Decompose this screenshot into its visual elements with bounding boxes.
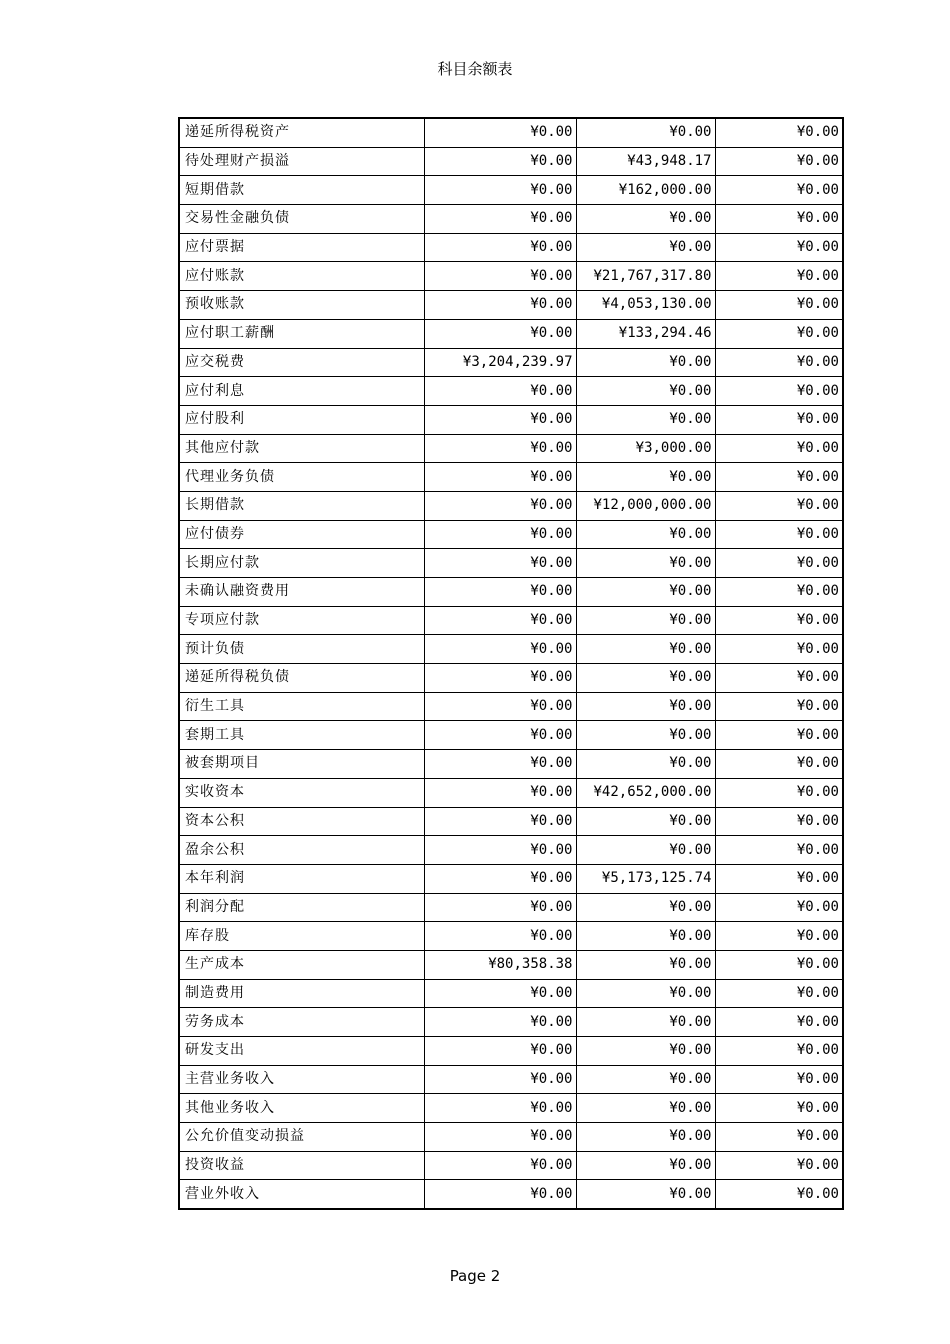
balance-col-3-cell: ¥0.00 bbox=[715, 233, 843, 262]
balance-col-1-cell: ¥0.00 bbox=[424, 778, 576, 807]
balance-col-2-cell: ¥0.00 bbox=[576, 1180, 715, 1209]
table-row bbox=[179, 1151, 843, 1180]
balance-col-3-cell: ¥0.00 bbox=[715, 664, 843, 693]
balance-col-1-cell: ¥0.00 bbox=[424, 1123, 576, 1152]
balance-col-1-cell: ¥0.00 bbox=[424, 893, 576, 922]
balance-col-2-cell: ¥0.00 bbox=[576, 205, 715, 234]
account-name-cell: 利润分配 bbox=[179, 893, 424, 922]
table-row bbox=[179, 922, 843, 951]
table-row bbox=[179, 549, 843, 578]
balance-col-1-cell: ¥0.00 bbox=[424, 463, 576, 492]
account-name-cell: 长期借款 bbox=[179, 491, 424, 520]
balance-col-3-cell: ¥0.00 bbox=[715, 836, 843, 865]
account-name-cell: 专项应付款 bbox=[179, 606, 424, 635]
balance-col-2-cell: ¥0.00 bbox=[576, 922, 715, 951]
account-name-cell: 生产成本 bbox=[179, 950, 424, 979]
balance-col-1-cell: ¥3,204,239.97 bbox=[424, 348, 576, 377]
table-row bbox=[179, 205, 843, 234]
balance-col-2-cell: ¥0.00 bbox=[576, 1065, 715, 1094]
balance-col-1-cell: ¥0.00 bbox=[424, 118, 576, 147]
table-row bbox=[179, 1037, 843, 1066]
balance-col-3-cell: ¥0.00 bbox=[715, 807, 843, 836]
table-row bbox=[179, 118, 843, 147]
account-name-cell: 交易性金融负债 bbox=[179, 205, 424, 234]
account-name-cell: 资本公积 bbox=[179, 807, 424, 836]
table-row bbox=[179, 864, 843, 893]
balance-col-3-cell: ¥0.00 bbox=[715, 1180, 843, 1209]
balance-col-3-cell: ¥0.00 bbox=[715, 778, 843, 807]
balance-col-2-cell: ¥0.00 bbox=[576, 750, 715, 779]
balance-col-3-cell: ¥0.00 bbox=[715, 1065, 843, 1094]
table-row bbox=[179, 463, 843, 492]
balance-col-1-cell: ¥0.00 bbox=[424, 606, 576, 635]
account-name-cell: 预计负债 bbox=[179, 635, 424, 664]
account-name-cell: 其他应付款 bbox=[179, 434, 424, 463]
balance-col-1-cell: ¥0.00 bbox=[424, 291, 576, 320]
balance-col-2-cell: ¥0.00 bbox=[576, 348, 715, 377]
balance-col-3-cell: ¥0.00 bbox=[715, 377, 843, 406]
table-row bbox=[179, 664, 843, 693]
account-name-cell: 套期工具 bbox=[179, 721, 424, 750]
balance-col-1-cell: ¥0.00 bbox=[424, 1065, 576, 1094]
balance-col-3-cell: ¥0.00 bbox=[715, 1123, 843, 1152]
balance-col-2-cell: ¥12,000,000.00 bbox=[576, 491, 715, 520]
account-name-cell: 衍生工具 bbox=[179, 692, 424, 721]
balance-col-1-cell: ¥0.00 bbox=[424, 233, 576, 262]
balance-col-2-cell: ¥4,053,130.00 bbox=[576, 291, 715, 320]
balance-col-1-cell: ¥0.00 bbox=[424, 520, 576, 549]
balance-col-2-cell: ¥0.00 bbox=[576, 377, 715, 406]
account-name-cell: 主营业务收入 bbox=[179, 1065, 424, 1094]
balance-col-3-cell: ¥0.00 bbox=[715, 692, 843, 721]
account-name-cell: 应付利息 bbox=[179, 377, 424, 406]
account-balance-table bbox=[178, 117, 844, 1210]
balance-col-2-cell: ¥0.00 bbox=[576, 118, 715, 147]
balance-col-1-cell: ¥0.00 bbox=[424, 807, 576, 836]
balance-col-3-cell: ¥0.00 bbox=[715, 1008, 843, 1037]
balance-col-1-cell: ¥0.00 bbox=[424, 664, 576, 693]
balance-col-1-cell: ¥0.00 bbox=[424, 491, 576, 520]
balance-col-3-cell: ¥0.00 bbox=[715, 319, 843, 348]
balance-col-1-cell: ¥0.00 bbox=[424, 434, 576, 463]
account-name-cell: 盈余公积 bbox=[179, 836, 424, 865]
account-name-cell: 代理业务负债 bbox=[179, 463, 424, 492]
table-row bbox=[179, 578, 843, 607]
balance-col-3-cell: ¥0.00 bbox=[715, 463, 843, 492]
account-name-cell: 未确认融资费用 bbox=[179, 578, 424, 607]
table-row bbox=[179, 1008, 843, 1037]
table-row bbox=[179, 348, 843, 377]
account-name-cell: 应付职工薪酬 bbox=[179, 319, 424, 348]
account-name-cell: 应付债券 bbox=[179, 520, 424, 549]
balance-col-2-cell: ¥0.00 bbox=[576, 405, 715, 434]
table-row bbox=[179, 291, 843, 320]
table-row bbox=[179, 1123, 843, 1152]
table-row bbox=[179, 606, 843, 635]
balance-col-3-cell: ¥0.00 bbox=[715, 434, 843, 463]
balance-col-3-cell: ¥0.00 bbox=[715, 520, 843, 549]
balance-col-1-cell: ¥0.00 bbox=[424, 836, 576, 865]
balance-col-1-cell: ¥0.00 bbox=[424, 549, 576, 578]
table-row bbox=[179, 635, 843, 664]
account-name-cell: 应交税费 bbox=[179, 348, 424, 377]
balance-col-1-cell: ¥0.00 bbox=[424, 979, 576, 1008]
balance-col-3-cell: ¥0.00 bbox=[715, 950, 843, 979]
balance-col-2-cell: ¥0.00 bbox=[576, 1151, 715, 1180]
account-name-cell: 短期借款 bbox=[179, 176, 424, 205]
balance-col-2-cell: ¥3,000.00 bbox=[576, 434, 715, 463]
table-body bbox=[179, 118, 843, 1209]
account-name-cell: 其他业务收入 bbox=[179, 1094, 424, 1123]
balance-col-3-cell: ¥0.00 bbox=[715, 893, 843, 922]
balance-col-3-cell: ¥0.00 bbox=[715, 922, 843, 951]
balance-col-3-cell: ¥0.00 bbox=[715, 635, 843, 664]
balance-col-1-cell: ¥80,358.38 bbox=[424, 950, 576, 979]
balance-col-3-cell: ¥0.00 bbox=[715, 750, 843, 779]
table-row bbox=[179, 176, 843, 205]
table-row bbox=[179, 233, 843, 262]
balance-col-3-cell: ¥0.00 bbox=[715, 606, 843, 635]
balance-col-1-cell: ¥0.00 bbox=[424, 405, 576, 434]
balance-col-2-cell: ¥0.00 bbox=[576, 635, 715, 664]
account-name-cell: 营业外收入 bbox=[179, 1180, 424, 1209]
balance-col-1-cell: ¥0.00 bbox=[424, 721, 576, 750]
table-row bbox=[179, 491, 843, 520]
table-row bbox=[179, 1180, 843, 1209]
account-name-cell: 公允价值变动损益 bbox=[179, 1123, 424, 1152]
balance-col-3-cell: ¥0.00 bbox=[715, 1037, 843, 1066]
balance-col-3-cell: ¥0.00 bbox=[715, 721, 843, 750]
balance-col-1-cell: ¥0.00 bbox=[424, 147, 576, 176]
table-row bbox=[179, 1094, 843, 1123]
balance-col-1-cell: ¥0.00 bbox=[424, 262, 576, 291]
account-name-cell: 被套期项目 bbox=[179, 750, 424, 779]
balance-col-2-cell: ¥162,000.00 bbox=[576, 176, 715, 205]
balance-col-1-cell: ¥0.00 bbox=[424, 692, 576, 721]
balance-col-1-cell: ¥0.00 bbox=[424, 750, 576, 779]
balance-col-1-cell: ¥0.00 bbox=[424, 1008, 576, 1037]
account-name-cell: 应付股利 bbox=[179, 405, 424, 434]
balance-col-2-cell: ¥0.00 bbox=[576, 1037, 715, 1066]
table-row bbox=[179, 893, 843, 922]
balance-col-2-cell: ¥0.00 bbox=[576, 549, 715, 578]
account-name-cell: 应付账款 bbox=[179, 262, 424, 291]
account-name-cell: 投资收益 bbox=[179, 1151, 424, 1180]
balance-col-2-cell: ¥0.00 bbox=[576, 578, 715, 607]
balance-col-1-cell: ¥0.00 bbox=[424, 635, 576, 664]
account-name-cell: 本年利润 bbox=[179, 864, 424, 893]
table-row bbox=[179, 692, 843, 721]
page-number: Page 2 bbox=[449, 1267, 501, 1285]
balance-col-2-cell: ¥0.00 bbox=[576, 1008, 715, 1037]
balance-col-2-cell: ¥5,173,125.74 bbox=[576, 864, 715, 893]
account-name-cell: 递延所得税资产 bbox=[179, 118, 424, 147]
table-row bbox=[179, 520, 843, 549]
table-row bbox=[179, 750, 843, 779]
account-name-cell: 长期应付款 bbox=[179, 549, 424, 578]
balance-col-3-cell: ¥0.00 bbox=[715, 147, 843, 176]
balance-col-3-cell: ¥0.00 bbox=[715, 205, 843, 234]
balance-col-1-cell: ¥0.00 bbox=[424, 864, 576, 893]
page-title: 科目余额表 bbox=[437, 60, 513, 78]
balance-col-3-cell: ¥0.00 bbox=[715, 118, 843, 147]
balance-col-3-cell: ¥0.00 bbox=[715, 1094, 843, 1123]
table-row bbox=[179, 1065, 843, 1094]
balance-col-1-cell: ¥0.00 bbox=[424, 922, 576, 951]
balance-col-1-cell: ¥0.00 bbox=[424, 1094, 576, 1123]
account-name-cell: 制造费用 bbox=[179, 979, 424, 1008]
balance-col-3-cell: ¥0.00 bbox=[715, 176, 843, 205]
table-row bbox=[179, 721, 843, 750]
balance-col-2-cell: ¥21,767,317.80 bbox=[576, 262, 715, 291]
table-row bbox=[179, 979, 843, 1008]
balance-col-2-cell: ¥0.00 bbox=[576, 692, 715, 721]
balance-col-3-cell: ¥0.00 bbox=[715, 262, 843, 291]
balance-col-2-cell: ¥0.00 bbox=[576, 893, 715, 922]
account-name-cell: 劳务成本 bbox=[179, 1008, 424, 1037]
table-row bbox=[179, 778, 843, 807]
table-row bbox=[179, 405, 843, 434]
balance-col-3-cell: ¥0.00 bbox=[715, 578, 843, 607]
balance-col-3-cell: ¥0.00 bbox=[715, 348, 843, 377]
table-row bbox=[179, 262, 843, 291]
balance-col-1-cell: ¥0.00 bbox=[424, 319, 576, 348]
table-row bbox=[179, 319, 843, 348]
account-name-cell: 研发支出 bbox=[179, 1037, 424, 1066]
balance-col-2-cell: ¥0.00 bbox=[576, 520, 715, 549]
balance-col-1-cell: ¥0.00 bbox=[424, 1037, 576, 1066]
table-row bbox=[179, 377, 843, 406]
balance-col-2-cell: ¥0.00 bbox=[576, 1094, 715, 1123]
balance-col-1-cell: ¥0.00 bbox=[424, 1151, 576, 1180]
balance-col-1-cell: ¥0.00 bbox=[424, 578, 576, 607]
account-name-cell: 预收账款 bbox=[179, 291, 424, 320]
balance-col-2-cell: ¥42,652,000.00 bbox=[576, 778, 715, 807]
balance-col-3-cell: ¥0.00 bbox=[715, 491, 843, 520]
balance-col-1-cell: ¥0.00 bbox=[424, 377, 576, 406]
balance-col-2-cell: ¥0.00 bbox=[576, 606, 715, 635]
balance-col-2-cell: ¥0.00 bbox=[576, 836, 715, 865]
balance-col-3-cell: ¥0.00 bbox=[715, 864, 843, 893]
balance-col-2-cell: ¥0.00 bbox=[576, 979, 715, 1008]
table-row bbox=[179, 950, 843, 979]
balance-col-2-cell: ¥0.00 bbox=[576, 664, 715, 693]
account-name-cell: 实收资本 bbox=[179, 778, 424, 807]
balance-col-2-cell: ¥0.00 bbox=[576, 807, 715, 836]
account-name-cell: 应付票据 bbox=[179, 233, 424, 262]
balance-col-1-cell: ¥0.00 bbox=[424, 176, 576, 205]
balance-col-2-cell: ¥0.00 bbox=[576, 950, 715, 979]
balance-col-1-cell: ¥0.00 bbox=[424, 1180, 576, 1209]
balance-col-2-cell: ¥0.00 bbox=[576, 463, 715, 492]
table-row bbox=[179, 434, 843, 463]
balance-col-2-cell: ¥0.00 bbox=[576, 233, 715, 262]
balance-col-2-cell: ¥133,294.46 bbox=[576, 319, 715, 348]
table-row bbox=[179, 147, 843, 176]
balance-col-2-cell: ¥43,948.17 bbox=[576, 147, 715, 176]
balance-col-3-cell: ¥0.00 bbox=[715, 405, 843, 434]
account-name-cell: 库存股 bbox=[179, 922, 424, 951]
balance-col-2-cell: ¥0.00 bbox=[576, 1123, 715, 1152]
balance-col-3-cell: ¥0.00 bbox=[715, 979, 843, 1008]
table-row bbox=[179, 807, 843, 836]
balance-col-3-cell: ¥0.00 bbox=[715, 291, 843, 320]
table-row bbox=[179, 836, 843, 865]
account-name-cell: 待处理财产损溢 bbox=[179, 147, 424, 176]
balance-col-2-cell: ¥0.00 bbox=[576, 721, 715, 750]
balance-col-3-cell: ¥0.00 bbox=[715, 1151, 843, 1180]
balance-col-1-cell: ¥0.00 bbox=[424, 205, 576, 234]
balance-col-3-cell: ¥0.00 bbox=[715, 549, 843, 578]
account-name-cell: 递延所得税负债 bbox=[179, 664, 424, 693]
